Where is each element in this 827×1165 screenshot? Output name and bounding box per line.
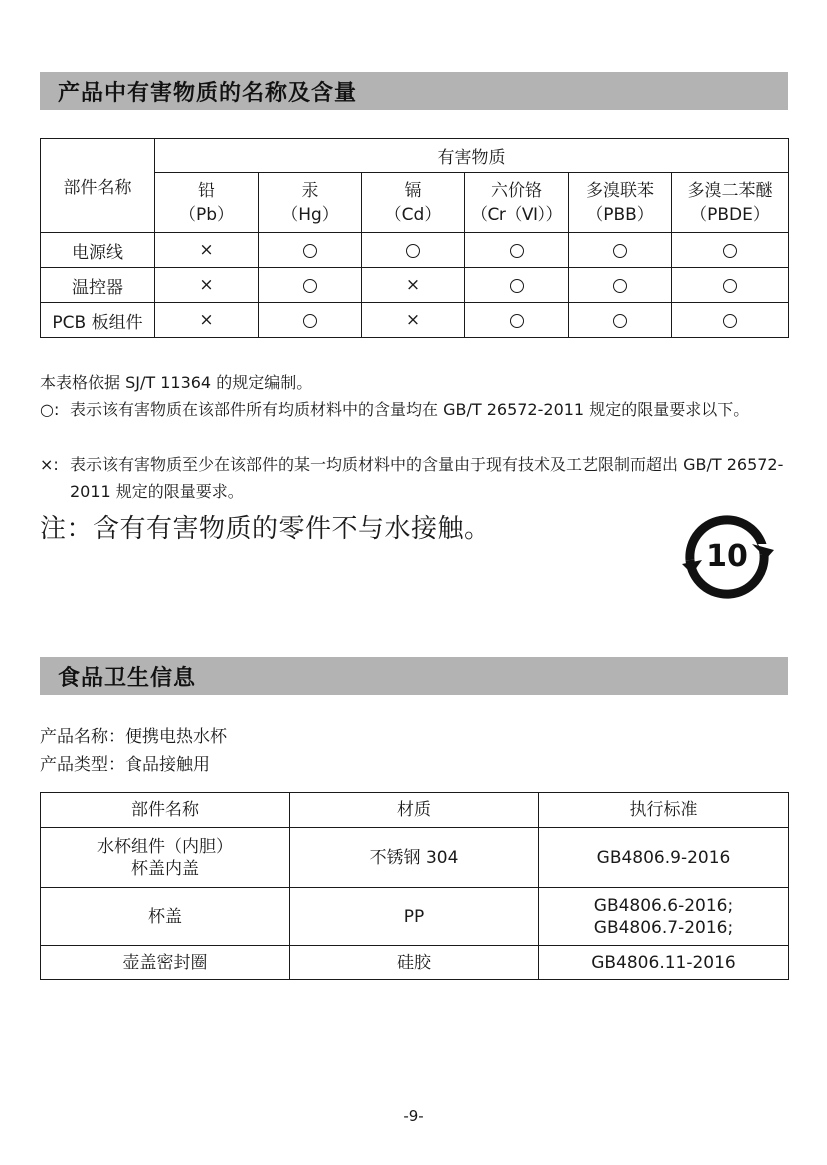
- part-name-line: 水杯组件（内胆）: [97, 836, 233, 857]
- standard-cell: [539, 828, 789, 888]
- substance-symbol: （Pb）: [178, 204, 235, 225]
- part-name-line: 杯盖: [148, 906, 182, 927]
- standard-line: GB4806.11-2016: [591, 952, 736, 973]
- part-name-cell: [41, 946, 290, 980]
- table-row: [41, 946, 789, 980]
- page-number: -9-: [403, 1107, 424, 1125]
- product-name-value: 便携电热水杯: [125, 727, 227, 747]
- substance-name: 多溴二苯醚: [687, 180, 773, 201]
- substance-symbol: （Cr（VI））: [470, 204, 562, 225]
- substance-name: 铅: [198, 180, 215, 201]
- substance-header-cd: [362, 173, 465, 233]
- food-hygiene-table: [40, 792, 789, 980]
- circle-mark: [510, 244, 524, 258]
- cross-mark: ×: [405, 275, 421, 295]
- substance-mark: [362, 303, 465, 338]
- part-name-line: 壶盖密封圈: [122, 952, 208, 973]
- substance-mark: [155, 303, 259, 338]
- circle-mark: [723, 279, 737, 293]
- circle-mark: [510, 314, 524, 328]
- substance-header-pbde: [672, 173, 789, 233]
- substance-header-pbb: [569, 173, 672, 233]
- material-cell: 不锈钢 304: [290, 828, 539, 888]
- circle-mark: [303, 279, 317, 293]
- product-type-line: [40, 750, 210, 775]
- substance-mark: [259, 303, 362, 338]
- table-row: [41, 268, 789, 303]
- circle-mark: [303, 314, 317, 328]
- substance-mark: [465, 268, 569, 303]
- cross-mark: ×: [405, 310, 421, 330]
- standard-cell: [539, 888, 789, 946]
- substance-mark: [259, 233, 362, 268]
- cross-mark: ×: [199, 240, 214, 260]
- standard-line: GB4806.7-2016;: [593, 917, 734, 938]
- table-row: [41, 303, 789, 338]
- material-header: 材质: [290, 793, 539, 828]
- part-name-cell: [41, 888, 290, 946]
- cross-mark: ×: [199, 310, 214, 330]
- circle-mark: [613, 314, 627, 328]
- table-row: [41, 828, 789, 888]
- circle-mark: [406, 244, 420, 258]
- substance-header-cr6: [465, 173, 569, 233]
- product-name-label: 产品名称：: [40, 727, 125, 747]
- circle-mark: [723, 314, 737, 328]
- cross-mark-note: [40, 451, 790, 505]
- circle-mark: [613, 244, 627, 258]
- substances-header: 有害物质: [155, 139, 789, 173]
- material-cell: 硅胶: [290, 946, 539, 980]
- substance-mark: [155, 268, 259, 303]
- product-type-label: 产品类型：: [40, 755, 125, 775]
- cross-mark: ×: [199, 275, 214, 295]
- circle-mark: [723, 244, 737, 258]
- part-name-line: 杯盖内盖: [131, 858, 199, 879]
- water-contact-note: 注：含有有害物质的零件不与水接触。: [40, 514, 491, 544]
- standard-line: GB4806.6-2016;: [593, 895, 734, 916]
- standard-line: GB4806.9-2016: [596, 847, 731, 868]
- substance-mark: [465, 233, 569, 268]
- substance-mark: [569, 268, 672, 303]
- substance-header-hg: [259, 173, 362, 233]
- section-title-text: 食品卫生信息: [58, 665, 197, 691]
- substance-name: 多溴联苯: [586, 180, 654, 201]
- part-name-cell: [41, 828, 290, 888]
- table-row: [41, 233, 789, 268]
- circle-mark-note: [40, 396, 790, 423]
- substance-symbol: （PBDE）: [690, 204, 770, 225]
- substance-mark: [672, 268, 789, 303]
- hazardous-substances-table: [40, 138, 789, 338]
- standard-cell: [539, 946, 789, 980]
- section-title-hazardous: [40, 72, 788, 110]
- part-name-cell: 温控器: [41, 268, 155, 303]
- circle-mark-explanation: 表示该有害物质在该部件所有均质材料中的含量均在 GB/T 26572-2011 规定的限量要求以下。: [70, 400, 750, 419]
- part-name-cell: 电源线: [41, 233, 155, 268]
- substance-mark: [362, 268, 465, 303]
- cross-mark-explanation: 表示该有害物质至少在该部件的某一均质材料中的含量由于现有技术及工艺限制而超出 GB/T 26572-2011 规定的限量要求。: [70, 455, 784, 501]
- table-row: [41, 888, 789, 946]
- substance-header-pb: [155, 173, 259, 233]
- substance-symbol: （Cd）: [384, 204, 442, 225]
- substance-mark: [569, 233, 672, 268]
- circle-mark: [303, 244, 317, 258]
- substance-symbol: （Hg）: [281, 204, 339, 225]
- table-basis-note: 本表格依据 SJ/T 11364 的规定编制。: [40, 373, 313, 392]
- substance-name: 镉: [404, 180, 422, 201]
- product-name-line: [40, 722, 227, 747]
- environment-protection-period-icon: [680, 514, 774, 600]
- substance-mark: [569, 303, 672, 338]
- substance-name: 汞: [301, 180, 319, 201]
- section-title-text: 产品中有害物质的名称及含量: [58, 80, 358, 106]
- product-type-value: 食品接触用: [125, 755, 210, 775]
- part-name-cell: PCB 板组件: [41, 303, 155, 338]
- substance-mark: [259, 268, 362, 303]
- protection-period-number: 10: [706, 539, 748, 574]
- circle-mark-symbol: ○:: [40, 400, 60, 419]
- substance-mark: [672, 303, 789, 338]
- standard-header: 执行标准: [539, 793, 789, 828]
- substance-mark: [362, 233, 465, 268]
- substance-name: 六价铬: [491, 180, 542, 201]
- circle-mark: [510, 279, 524, 293]
- substance-mark: [155, 233, 259, 268]
- circle-mark: [613, 279, 627, 293]
- substance-symbol: （PBB）: [586, 204, 654, 225]
- substance-mark: [465, 303, 569, 338]
- material-cell: PP: [290, 888, 539, 946]
- part-name-header: 部件名称: [41, 139, 155, 233]
- cross-mark-symbol: ×:: [40, 455, 59, 474]
- part-name-header: 部件名称: [41, 793, 290, 828]
- section-title-food-hygiene: [40, 657, 788, 695]
- substance-mark: [672, 233, 789, 268]
